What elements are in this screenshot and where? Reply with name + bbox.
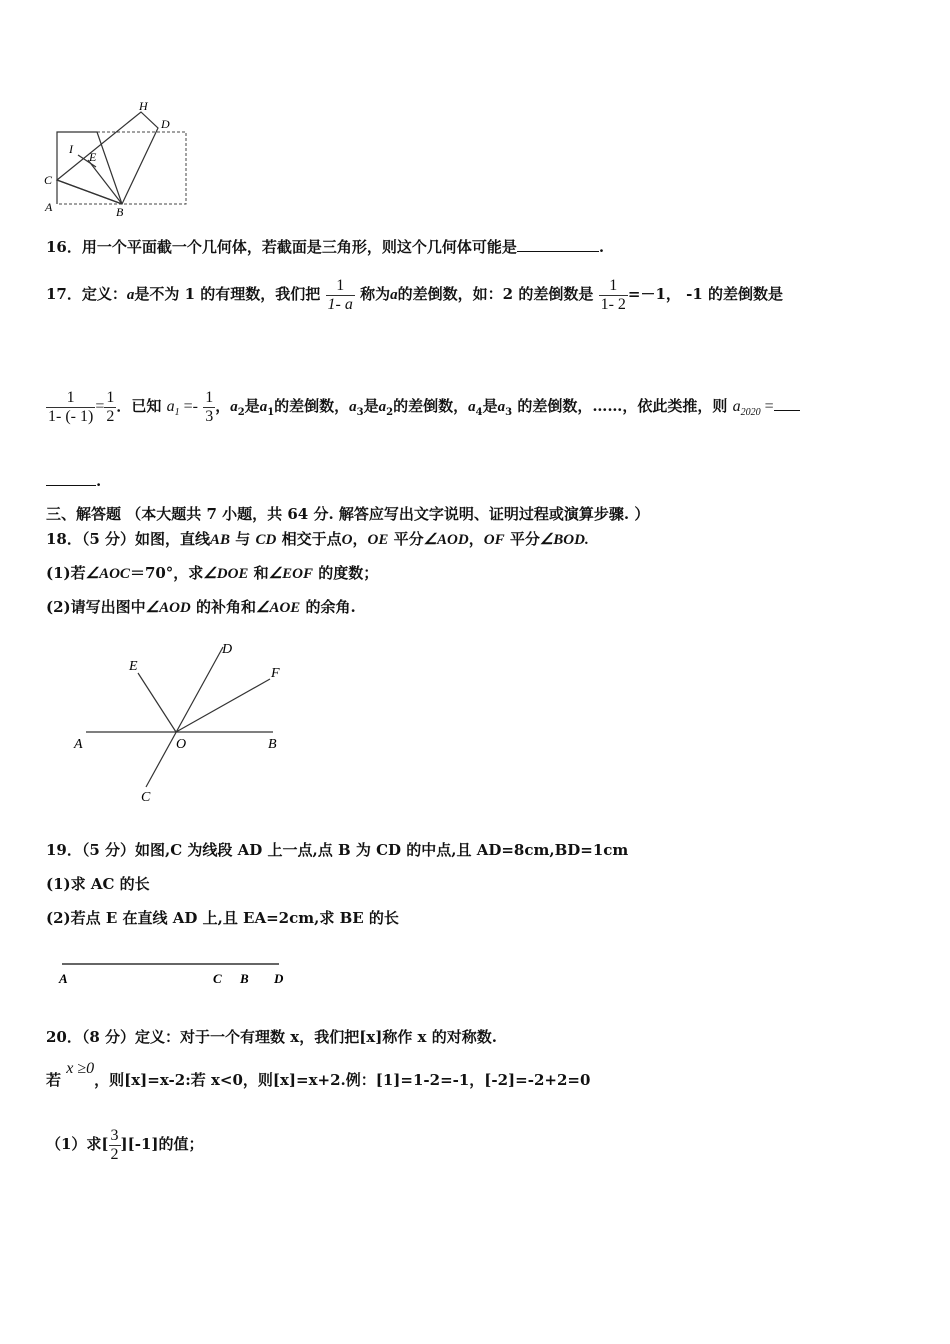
q18-angle-EOF: ∠EOF bbox=[268, 566, 313, 582]
a1-equals: =- bbox=[183, 398, 198, 415]
q18-angle-BOD: ∠BOD. bbox=[539, 532, 589, 548]
fraction-numerator: 1 bbox=[106, 388, 115, 406]
fraction-numerator: 1 bbox=[609, 276, 618, 294]
label-B: B bbox=[240, 971, 249, 986]
figure-q18 bbox=[68, 635, 298, 810]
var-a3: a bbox=[497, 399, 506, 415]
subscript: 4 bbox=[475, 407, 483, 418]
a1-definition bbox=[166, 398, 198, 419]
fraction-numerator: 1 bbox=[336, 276, 345, 294]
q17-end: . bbox=[96, 472, 102, 490]
var-a3: a bbox=[349, 399, 357, 415]
var-a2: a bbox=[230, 399, 238, 415]
q18-text: 的补角和 bbox=[196, 598, 257, 616]
q18-text: 平分 bbox=[393, 530, 424, 548]
question-20-rule bbox=[46, 1060, 590, 1101]
question-18-part-1 bbox=[46, 563, 378, 584]
line-CD bbox=[146, 647, 223, 787]
q18-text: 和 bbox=[253, 564, 269, 582]
label-A: A bbox=[59, 971, 68, 986]
q17-text: 是 bbox=[363, 397, 379, 415]
label-I: I bbox=[69, 142, 73, 156]
q18-line-AB: AB bbox=[210, 532, 231, 548]
q18-angle-AOE: ∠AOE bbox=[256, 600, 301, 616]
fraction-denominator: 2 bbox=[106, 407, 115, 425]
q17-var-a: a bbox=[390, 287, 398, 303]
q17-number: 2 bbox=[502, 285, 514, 303]
question-16-end: . bbox=[598, 238, 605, 256]
label-B: B bbox=[116, 205, 124, 219]
q18-point-O: O bbox=[341, 532, 353, 548]
subscript: 2 bbox=[386, 407, 394, 418]
q18-text: 与 bbox=[235, 530, 251, 548]
ray-OE bbox=[138, 673, 176, 732]
fraction-1-over-3 bbox=[203, 389, 215, 426]
var-a4: a bbox=[468, 399, 476, 415]
q17-text: =－1， bbox=[627, 285, 681, 303]
q18-angle-DOE: ∠DOE bbox=[203, 566, 249, 582]
q20-text: ][-1]的值； bbox=[120, 1135, 204, 1153]
subscript: 2 bbox=[237, 407, 245, 418]
question-19-part-1: (1)求 AC 的长 bbox=[46, 875, 150, 893]
q17-text: ， bbox=[215, 397, 231, 415]
fraction-numerator: 1 bbox=[66, 388, 75, 406]
fraction-1-over-2 bbox=[104, 389, 116, 426]
label-H: H bbox=[139, 99, 148, 113]
label-C: C bbox=[213, 971, 222, 986]
answer-blank-16 bbox=[517, 236, 599, 252]
q18-text: ， bbox=[468, 530, 484, 548]
label-A: A bbox=[45, 200, 53, 214]
q18-line-CD: CD bbox=[255, 532, 277, 548]
q18-text: 平分 bbox=[509, 530, 540, 548]
fraction-denominator: 1- (- 1) bbox=[48, 407, 94, 425]
quadrilateral-HDB bbox=[57, 112, 158, 204]
q18-text: 的余角. bbox=[305, 598, 356, 616]
q17-text: 的差倒数， bbox=[393, 397, 469, 415]
question-18-stem bbox=[46, 529, 589, 550]
q17-text: 的差倒数，如： bbox=[397, 285, 503, 303]
label-F: F bbox=[271, 666, 280, 681]
label-C: C bbox=[44, 173, 53, 187]
fraction-denominator: 1- a bbox=[327, 295, 353, 313]
a1-subscript: 1 bbox=[174, 407, 180, 419]
q20-text: （1）求[ bbox=[46, 1135, 109, 1153]
question-18-part-2 bbox=[46, 597, 356, 618]
question-20-stem: 20．（8 分）定义：对于一个有理数 x，我们把[x]称作 x 的对称数. bbox=[46, 1028, 497, 1046]
equals-sign: = bbox=[764, 398, 774, 415]
label-E: E bbox=[89, 150, 97, 164]
fraction-numerator: 3 bbox=[110, 1126, 119, 1144]
square-outline bbox=[57, 132, 122, 204]
fraction-1-over-1-minus-neg1 bbox=[46, 389, 95, 426]
q18-text: (2)请写出图中 bbox=[46, 598, 146, 616]
a2020-var: a bbox=[732, 398, 741, 415]
label-E: E bbox=[129, 659, 138, 674]
answer-blank-17b bbox=[46, 470, 96, 486]
q18-angle-AOD: ∠AOD bbox=[423, 532, 469, 548]
q20-text: 若 bbox=[46, 1071, 62, 1089]
q18-ray-OF: OF bbox=[483, 532, 505, 548]
q17-var-a: a bbox=[126, 287, 135, 303]
fraction-denominator: 3 bbox=[205, 407, 214, 425]
q17-text: 的差倒数是 bbox=[518, 285, 594, 303]
subscript: 3 bbox=[505, 407, 513, 418]
label-B: B bbox=[268, 737, 277, 752]
figure-q19 bbox=[52, 955, 297, 990]
q18-text: ＝70°，求 bbox=[129, 564, 204, 582]
fraction-1-over-1-minus-a bbox=[326, 277, 355, 314]
question-19-part-2: (2)若点 E 在直线 AD 上,且 EA=2cm,求 BE 的长 bbox=[46, 909, 399, 927]
fraction-1-over-1-minus-2 bbox=[599, 277, 628, 314]
section-3-note: （本大题共 7 小题，共 64 分. 解答应写出文字说明、证明过程或演算步骤. ） bbox=[126, 505, 650, 523]
fraction-denominator: 2 bbox=[110, 1145, 119, 1163]
q17-number: 1 bbox=[184, 285, 196, 303]
figure-q15 bbox=[40, 95, 200, 220]
q17-text: 是 bbox=[244, 397, 260, 415]
label-A: A bbox=[74, 737, 83, 752]
answer-blank-17a bbox=[774, 395, 800, 411]
question-16 bbox=[46, 236, 604, 257]
fraction-3-over-2 bbox=[109, 1127, 121, 1164]
label-D: D bbox=[161, 117, 170, 131]
q17-text: 称为 bbox=[360, 285, 391, 303]
q18-text: 相交于点 bbox=[281, 530, 342, 548]
section-3-header bbox=[46, 504, 649, 524]
q17-text: 的差倒数，……，依此类推，则 bbox=[517, 397, 728, 415]
fraction-numerator: 1 bbox=[205, 388, 214, 406]
ray-OF bbox=[176, 679, 270, 732]
question-16-text: 16．用一个平面截一个几何体，若截面是三角形，则这个几何体可能是 bbox=[46, 238, 517, 256]
q20-condition: x ≥0 bbox=[66, 1060, 95, 1077]
q17-text: ．已知 bbox=[116, 397, 162, 415]
var-a1: a bbox=[259, 399, 268, 415]
q17-text: 是不为 bbox=[134, 285, 180, 303]
q17-text: 的有理数，我们把 bbox=[200, 285, 321, 303]
label-D: D bbox=[274, 971, 284, 986]
question-20-part-1 bbox=[46, 1122, 204, 1166]
q17-prefix: 17．定义： bbox=[46, 285, 127, 303]
label-D: D bbox=[222, 642, 233, 657]
question-17-line-1 bbox=[46, 272, 783, 317]
q18-angle-AOD: ∠AOD bbox=[145, 600, 191, 616]
question-17-line-3 bbox=[46, 470, 101, 491]
dashed-rectangle bbox=[57, 132, 186, 204]
label-O: O bbox=[176, 737, 187, 752]
q18-ray-OE: OE bbox=[367, 532, 389, 548]
q18-text: (1)若 bbox=[46, 564, 86, 582]
q18-angle-AOC: ∠AOC bbox=[85, 566, 130, 582]
fraction-denominator: 1- 2 bbox=[600, 295, 626, 313]
question-17-line-2 bbox=[46, 384, 800, 435]
q20-text: ，则[x]=x-2:若 x<0，则[x]=x+2.例：[1]=1-2=-1，[-2]=-2+2=0 bbox=[94, 1071, 591, 1089]
a1-var: a bbox=[166, 398, 175, 415]
label-C: C bbox=[141, 790, 151, 805]
section-3-title: 三、解答题 bbox=[46, 505, 122, 523]
q17-text: -1 的差倒数是 bbox=[686, 285, 784, 303]
equals-sign: = bbox=[95, 398, 105, 415]
q17-text: 是 bbox=[482, 397, 498, 415]
q18-text: ， bbox=[352, 530, 368, 548]
subscript: 3 bbox=[356, 407, 364, 418]
subscript: 1 bbox=[267, 407, 275, 418]
q17-text: 的差倒数， bbox=[274, 397, 350, 415]
q18-text: 的度数； bbox=[318, 564, 379, 582]
a2020-term bbox=[732, 398, 774, 419]
a2020-subscript: 2020 bbox=[740, 407, 761, 419]
var-a2: a bbox=[378, 399, 387, 415]
question-19-stem: 19．（5 分）如图,C 为线段 AD 上一点,点 B 为 CD 的中点,且 AD=8cm,BD=1cm bbox=[46, 841, 629, 859]
q18-text: 18．（5 分）如图，直线 bbox=[46, 530, 211, 548]
